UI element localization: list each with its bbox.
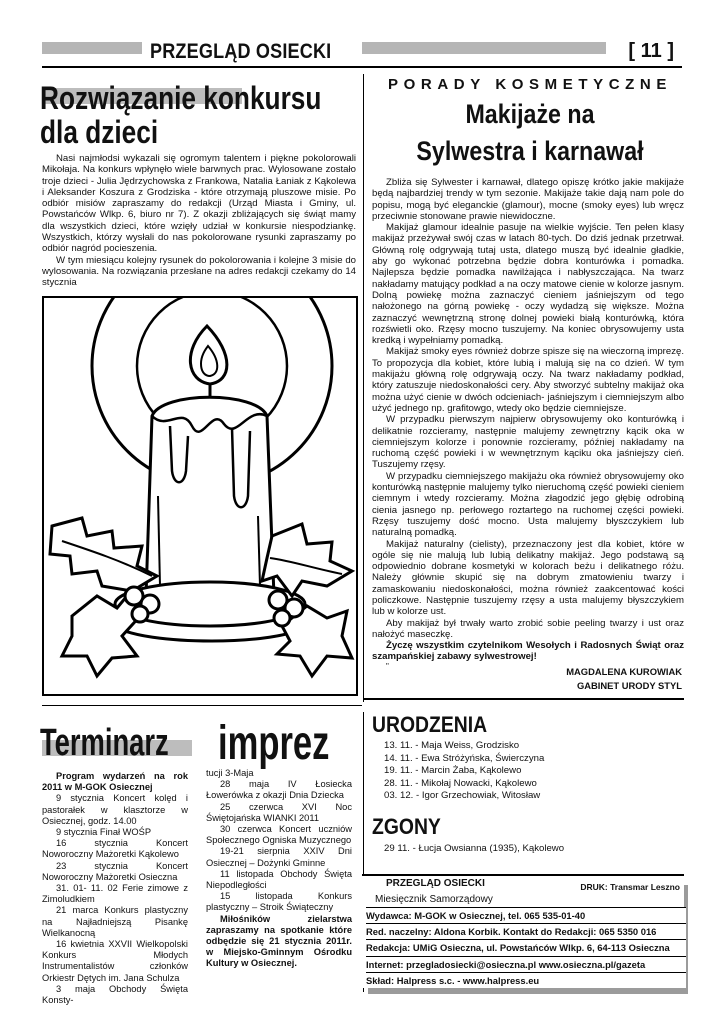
quote-mark: "	[386, 661, 389, 671]
porady-title	[398, 96, 663, 170]
impressum-line: Skład: Halpress s.c. - www.halpress.eu	[366, 972, 686, 988]
event-item: 9 stycznia Finał WOŚP	[56, 827, 152, 838]
porady-wishes: Życzę wszystkim czytelnikom Wesołych i Radosnych Świąt oraz szampańskiej zabawy sylwestrowej!	[372, 640, 684, 663]
urodzenia-list	[384, 740, 544, 803]
event-item: 16 stycznia Koncert Noworoczny Mażoretki Kąkolewo	[42, 838, 188, 860]
konkurs-paragraph: W tym miesiącu kolejny rysunek do pokolorowania i kolejne 3 misie do wylosowania. Na rozwiązania przesłane na adres redakcji czekamy do 14 stycznia	[42, 254, 356, 289]
impressum-line: Red. naczelny: Aldona Korbik. Kontakt do Redakcji: 065 5350 016	[366, 923, 686, 939]
impressum-line: Redakcja: UMiG Osieczna, ul. Powstańców Wlkp. 6, 64-113 Osieczna	[366, 939, 686, 955]
event-item: 9 stycznia Koncert kolęd i pastorałek w klasztorze w Osiecznej, godz. 14.00	[42, 793, 188, 826]
terminarz-title-word1: Terminarz	[40, 722, 169, 764]
konkurs-paragraph: Nasi najmłodsi wykazali się ogromym talentem i piękne pokolorowali Mikołaja. Na konkurs wpłynęło wiele barwnych prac. Wylosowane zostało troje dzieci - Julia Jędrzychowska z Frankowa, Natalia Łaniak z Kąkolewa i Aleksander Koszura z Grodziska - które otrzymają pluszowe misie. Po odbiór misiów zapraszamy do redakcji (Urząd Miasta i Gminy, ul. Powstańców Wlkp. 6, biuro nr 7). Z okazji zbliżających się świąt mamy dla wszystkich dzieci, które wzięły udział w konkursie niespodziankę. Wszystkich, którzy wysłali do nas pokolorowane rysunki zapraszamy po odbiór nagród pocieszenia.	[42, 153, 356, 255]
event-item: 3 maja Obchody Święta Konsty-	[42, 983, 188, 1006]
event-item: 23 stycznia Koncert Noworoczny Mażoretki Osieczna	[42, 860, 188, 882]
impressum-line: Internet: przegladosiecki@osieczna.pl www.osieczna.pl/gazeta	[366, 956, 686, 972]
section-divider-left	[42, 705, 362, 706]
section-divider-right	[364, 698, 684, 700]
zgony-list	[384, 843, 564, 856]
porady-paragraph: Makijaż smoky eyes również dobrze spisze się na wieczorną imprezę. To propozycja dla kobiet, które lubią i malują się na co dzień. W tym makijażu główną rolę odgrywają oczy. Na twarz nakładamy podkład, który zatuszuje niedoskonałości cery. Aby stworzyć subtelny makijaż oka można użyć cienie w dwóch odcieniach- jaśniejszym i ciemniejszym albo użyć jednego np. grafitowgo, wtedy oko będzie ciemniejsze.	[372, 346, 684, 414]
event-item: 21 marca Konkurs plastyczny na Najładniejszą Pisankę Wielkanocną	[42, 905, 188, 938]
porady-title-line1: Makijaże na	[465, 99, 595, 129]
impressum-lines	[366, 907, 686, 988]
porady-kicker: PORADY KOSMETYCZNE	[388, 76, 672, 93]
konkurs-text	[42, 153, 356, 289]
konkurs-title-line2: dla dzieci	[40, 114, 159, 150]
impressum-title: PRZEGLĄD OSIECKI	[386, 878, 485, 889]
konkurs-title-line1: Rozwiązanie konkursu	[40, 80, 322, 116]
urodzenia-title: URODZENIA	[372, 712, 488, 737]
porady-title-line2: Sylwestra i karnawał	[416, 136, 644, 166]
list-item: 29 11. - Łucja Owsianna (1935), Kąkolewo	[384, 843, 565, 854]
candle-coloring-illustration	[42, 296, 358, 696]
page-number: [ 11 ]	[628, 40, 674, 62]
event-item: 25 czerwca XVI Noc Świętojańska WIANKI 2011	[206, 801, 352, 823]
porady-paragraph: Makijaż glamour idealnie pasuje na wielkie wyjście. Ten pełen klasy makijaż przeżywał swój czas w latach 80-tych. Do dziś jednak przetrwał. Główną rolę odgrywają tutaj usta, dlatego muszą być idealnie gładkie, aby go wykonać potrzebna będzie dobra konturówka i pomadka. Najlepsza będzie pomadka nawilżająca i nabłyszczająca. Na twarz nakładamy matujący podkład a na oczy matowe cienie w kolorze jasnym. Dolną powiekę można zaznaczyć cieniem jaśniejszym od tego nałożonego na górną powiekę - oczy wydadzą się większe. Można zaznaczyć wewnętrzną stronę dolnej powieki białą konturówką, która rozświetli oko. Rzęsy mocno tuszujemy. Na koniec obrysowujemy usta kredką i wypełniamy pomadką.	[372, 222, 684, 347]
terminarz-column-2	[206, 768, 352, 970]
porady-text	[372, 177, 684, 671]
list-item: 19. 11. - Marcin Żaba, Kąkolewo	[384, 765, 522, 777]
terminarz-title-word2: imprez	[218, 717, 330, 770]
impressum-druk: DRUK: Transmar Leszno	[580, 882, 680, 892]
event-item: 19-21 sierpnia XXIV Dni Osiecznej – Dożynki Gminne	[206, 846, 352, 868]
event-item: 15 listopada Konkurs plastyczny – Stroik Świąteczny	[206, 891, 352, 913]
event-item: 28 maja IV Łosiecka Łowerówka z okazji Dnia Dziecka	[206, 779, 352, 801]
terminarz-column-1	[42, 771, 188, 1006]
porady-paragraph: Makijaż naturalny (cielisty), przeznaczony jest dla kobiet, które w ogóle się nie malują lub lubią delikatny makijaż. Jego podstawą są odpowiednio dobrane kosmetyki w kolorach beżu i delikatnego różu. Należy głównie skupić się na dobrym zmatowieniu twarzy i zamaskowaniu niedoskonałości, można również zaakcentować kości policzkowe. Następnie tuszujemy rzęsy a usta malujemy błyszczykiem lub w kolorze ust.	[372, 538, 684, 618]
porady-paragraph: W przypadku ciemniejszego makijażu oka również obrysowujemy oko konturówką następnie malujemy tylko nieruchomą część powieki cieniem ciemnym i wtedy rozcieramy. Można złagodzić jego głębię odrobiną cienia jasnego np. perłowego roztartego na ruchomej części powieki. Rzęsy tuszujemy dość mocno. Usta malujemy błyszczykiem lub naturalną pomadką.	[372, 470, 684, 539]
porady-paragraph: W przypadku pierwszym najpierw obrysowujemy oko konturówką i delikatnie rozcieramy, następnie malujemy zewnętrzny kącik oka w ciemniejszym kolorze i ponownie rozcieramy, później nakładamy na ruchomą część powieki i w wewnętrznym kąciku oka jaśniejszy cień. Tuszujemy rzęsy.	[372, 414, 684, 471]
event-item: 31. 01- 11. 02 Ferie zimowe z Zimoludkiem	[42, 883, 188, 905]
porady-paragraph: Aby makijaż był trwały warto zrobić sobie peeling twarzy i ust oraz nałożyć maseczkę.	[372, 617, 684, 640]
author-name: MAGDALENA KUROWIAK	[566, 666, 682, 677]
event-item: 30 czerwca Koncert uczniów Społecznego Ogniska Muzycznego	[206, 824, 352, 846]
list-item: 13. 11. - Maja Weiss, Grodzisko	[384, 740, 520, 751]
impressum-line: Wydawca: M-GOK w Osiecznej, tel. 065 535-01-40	[366, 907, 686, 923]
event-item: 11 listopada Obchody Święta Niepodległości	[206, 868, 352, 891]
porady-paragraph: Zbliża się Sylwester i karnawał, dlatego opiszę krótko jakie makijaże będą najbardziej trendy w tym sezonie. Makijaże takie dają nam pole do popisu, mogą być eleganckie (glamour), mocne (smoky eyes) lub wręcz przeciwnie stonowane prawie niewidoczne.	[372, 177, 684, 222]
zgony-title: ZGONY	[372, 814, 441, 839]
column-divider-top	[363, 74, 364, 702]
event-item: Miłośników zielarstwa zapraszamy na spotkanie które odbędzie się 21 stycznia 2011r. w Miejsko-Gminnym Ośrodku Kultury w Osiecznej.	[206, 913, 352, 969]
event-item: tucji 3-Maja	[206, 768, 254, 778]
header-bar-left	[42, 42, 142, 54]
impressum-shadow-bottom	[368, 988, 688, 994]
list-item: 03. 12. - Igor Grzechowiak, Witosław	[384, 790, 541, 802]
list-item: 28. 11. - Mikołaj Nowacki, Kąkolewo	[384, 777, 537, 789]
header-bar-right	[362, 42, 606, 54]
header-rule	[42, 66, 682, 68]
impressum-subtitle: Miesięcznik Samorządowy	[375, 894, 493, 905]
event-item: 16 kwietnia XXVII Wielkopolski Konkurs Młodych Instrumentalistów członków Orkiestr Dętych im. Jana Schulza	[42, 939, 188, 983]
author-company: GABINET URODY STYL	[576, 680, 682, 691]
event-item: Program wydarzeń na rok 2011 w M-GOK Osiecznej	[42, 771, 188, 793]
header-title: PRZEGLĄD OSIECKI	[150, 40, 332, 63]
list-item: 14. 11. - Ewa Stróżyńska, Świerczyna	[384, 752, 545, 764]
